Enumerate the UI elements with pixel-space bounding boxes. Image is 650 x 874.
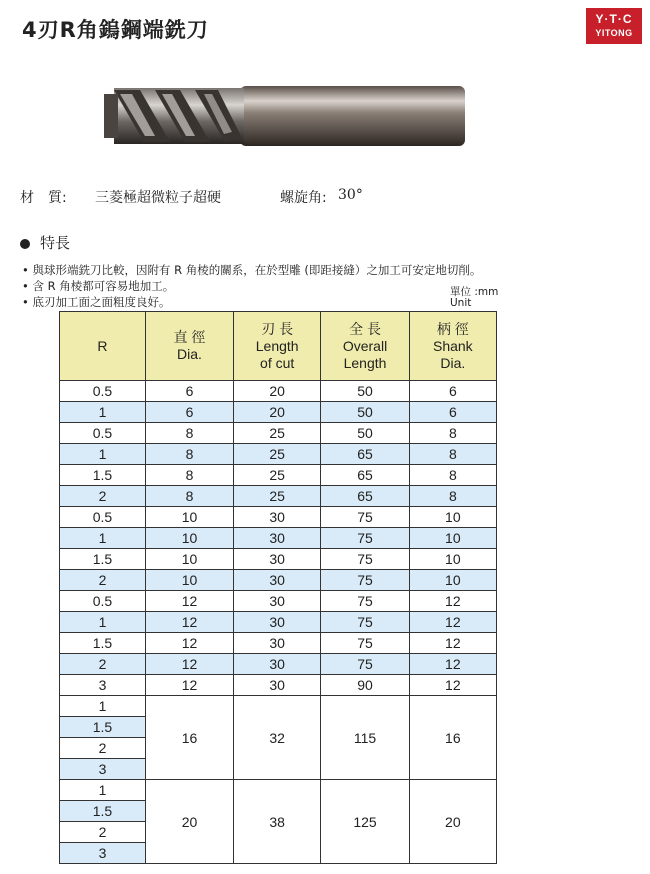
feature-item: • 含 R 角棱都可容易地加工。 [22,279,175,293]
cell-dia: 8 [145,444,233,465]
features-heading [20,232,70,253]
table-row [60,528,497,549]
cell-dia: 12 [145,675,233,696]
cell-shank-dia: 12 [409,675,496,696]
cell-dia: 16 [145,696,233,780]
cell-overall-length: 75 [321,549,409,570]
cell-r: 3 [60,843,146,864]
table-row [60,549,497,570]
cell-overall-length: 75 [321,591,409,612]
cell-r: 1 [60,444,146,465]
cell-r: 1 [60,696,146,717]
cell-dia: 8 [145,465,233,486]
header-overall-length: 全 長 Overall Length [321,312,409,381]
cell-overall-length: 65 [321,465,409,486]
cell-shank-dia: 12 [409,633,496,654]
cell-length-of-cut: 30 [234,549,321,570]
table-row [60,570,497,591]
bullet-icon [20,239,30,249]
unit-label: 單位 :mm [450,286,499,298]
cell-dia: 12 [145,612,233,633]
cell-r: 2 [60,486,146,507]
table-row [60,486,497,507]
material-label: 材 質: [20,190,67,206]
cell-dia: 12 [145,591,233,612]
cell-shank-dia: 10 [409,528,496,549]
table-row [60,675,497,696]
cell-overall-length: 75 [321,507,409,528]
table-row [60,612,497,633]
unit-note [450,287,498,309]
cell-dia: 12 [145,654,233,675]
cell-r: 2 [60,822,146,843]
cell-shank-dia: 6 [409,402,496,423]
cell-overall-length: 50 [321,402,409,423]
cell-shank-dia: 8 [409,444,496,465]
cell-length-of-cut: 25 [234,486,321,507]
cell-r: 2 [60,738,146,759]
cell-r: 0.5 [60,381,146,402]
cell-shank-dia: 16 [409,696,496,780]
cell-r: 1.5 [60,717,146,738]
cell-dia: 8 [145,486,233,507]
cell-r: 1.5 [60,549,146,570]
cell-dia: 6 [145,381,233,402]
cell-overall-length: 50 [321,381,409,402]
helix-angle-label: 螺旋角: [280,190,327,206]
cell-r: 2 [60,654,146,675]
end-mill-image [100,80,475,155]
cell-length-of-cut: 30 [234,528,321,549]
feature-item: • 與球形端銑刀比較，因附有 R 角棱的關系，在於型雕 (即距接縫）之加工可安定地切削。 [22,263,482,277]
cell-overall-length: 65 [321,486,409,507]
cell-overall-length: 75 [321,528,409,549]
cell-r: 1.5 [60,801,146,822]
cell-length-of-cut: 30 [234,591,321,612]
cell-shank-dia: 12 [409,591,496,612]
table-row [60,507,497,528]
header-length-of-cut: 刃 長 Length of cut [234,312,321,381]
cell-overall-length: 50 [321,423,409,444]
logo-mark: Y·T·C [595,12,633,26]
cell-dia: 6 [145,402,233,423]
cell-r: 1 [60,402,146,423]
cell-length-of-cut: 25 [234,444,321,465]
brand-logo [586,8,642,44]
page-title: 4刃R角鎢鋼端銑刀 [22,18,209,42]
cell-length-of-cut: 30 [234,654,321,675]
cell-overall-length: 115 [321,696,409,780]
cell-r: 1 [60,612,146,633]
table-row [60,654,497,675]
cell-shank-dia: 8 [409,465,496,486]
table-row [60,423,497,444]
cell-overall-length: 75 [321,612,409,633]
cell-r: 3 [60,759,146,780]
cell-length-of-cut: 30 [234,633,321,654]
cell-r: 0.5 [60,423,146,444]
cell-overall-length: 65 [321,444,409,465]
cell-r: 1.5 [60,465,146,486]
cell-length-of-cut: 25 [234,465,321,486]
cell-shank-dia: 10 [409,570,496,591]
unit-label-en: Unit [450,297,472,309]
cell-dia: 10 [145,570,233,591]
cell-length-of-cut: 30 [234,570,321,591]
cell-shank-dia: 8 [409,486,496,507]
cell-r: 1.5 [60,633,146,654]
helix-angle-value: 30° [338,187,363,203]
logo-text: YITONG [595,28,633,38]
spec-table [59,311,497,864]
cell-overall-length: 75 [321,654,409,675]
cell-overall-length: 75 [321,633,409,654]
cell-shank-dia: 12 [409,612,496,633]
cell-length-of-cut: 30 [234,507,321,528]
cell-r: 0.5 [60,507,146,528]
cell-shank-dia: 20 [409,780,496,864]
cell-shank-dia: 6 [409,381,496,402]
table-row [60,402,497,423]
cell-overall-length: 90 [321,675,409,696]
cell-r: 2 [60,570,146,591]
cell-shank-dia: 10 [409,549,496,570]
table-row [60,696,497,717]
table-row [60,465,497,486]
cell-dia: 10 [145,549,233,570]
cell-overall-length: 125 [321,780,409,864]
cell-length-of-cut: 20 [234,402,321,423]
cell-dia: 10 [145,528,233,549]
cell-length-of-cut: 25 [234,423,321,444]
table-row [60,381,497,402]
cell-overall-length: 75 [321,570,409,591]
cell-shank-dia: 10 [409,507,496,528]
cell-length-of-cut: 30 [234,675,321,696]
cell-length-of-cut: 30 [234,612,321,633]
cell-shank-dia: 8 [409,423,496,444]
material-value: 三菱極超微粒子超硬 [95,190,221,206]
cell-r: 1 [60,528,146,549]
cell-dia: 20 [145,780,233,864]
table-row [60,444,497,465]
table-row [60,591,497,612]
cell-length-of-cut: 32 [234,696,321,780]
header-shank-dia: 柄 徑 Shank Dia. [409,312,496,381]
table-row [60,780,497,801]
features-heading-text: 特長 [40,234,71,252]
cell-r: 1 [60,780,146,801]
cell-r: 0.5 [60,591,146,612]
cell-r: 3 [60,675,146,696]
cell-length-of-cut: 20 [234,381,321,402]
table-header-row [60,312,497,381]
table-row [60,633,497,654]
header-dia: 直 徑 Dia. [145,312,233,381]
cell-length-of-cut: 38 [234,780,321,864]
cell-dia: 8 [145,423,233,444]
cell-dia: 12 [145,633,233,654]
cell-shank-dia: 12 [409,654,496,675]
cell-dia: 10 [145,507,233,528]
feature-item: • 底刃加工面之面粗度良好。 [22,295,171,309]
header-r: R [60,312,146,381]
